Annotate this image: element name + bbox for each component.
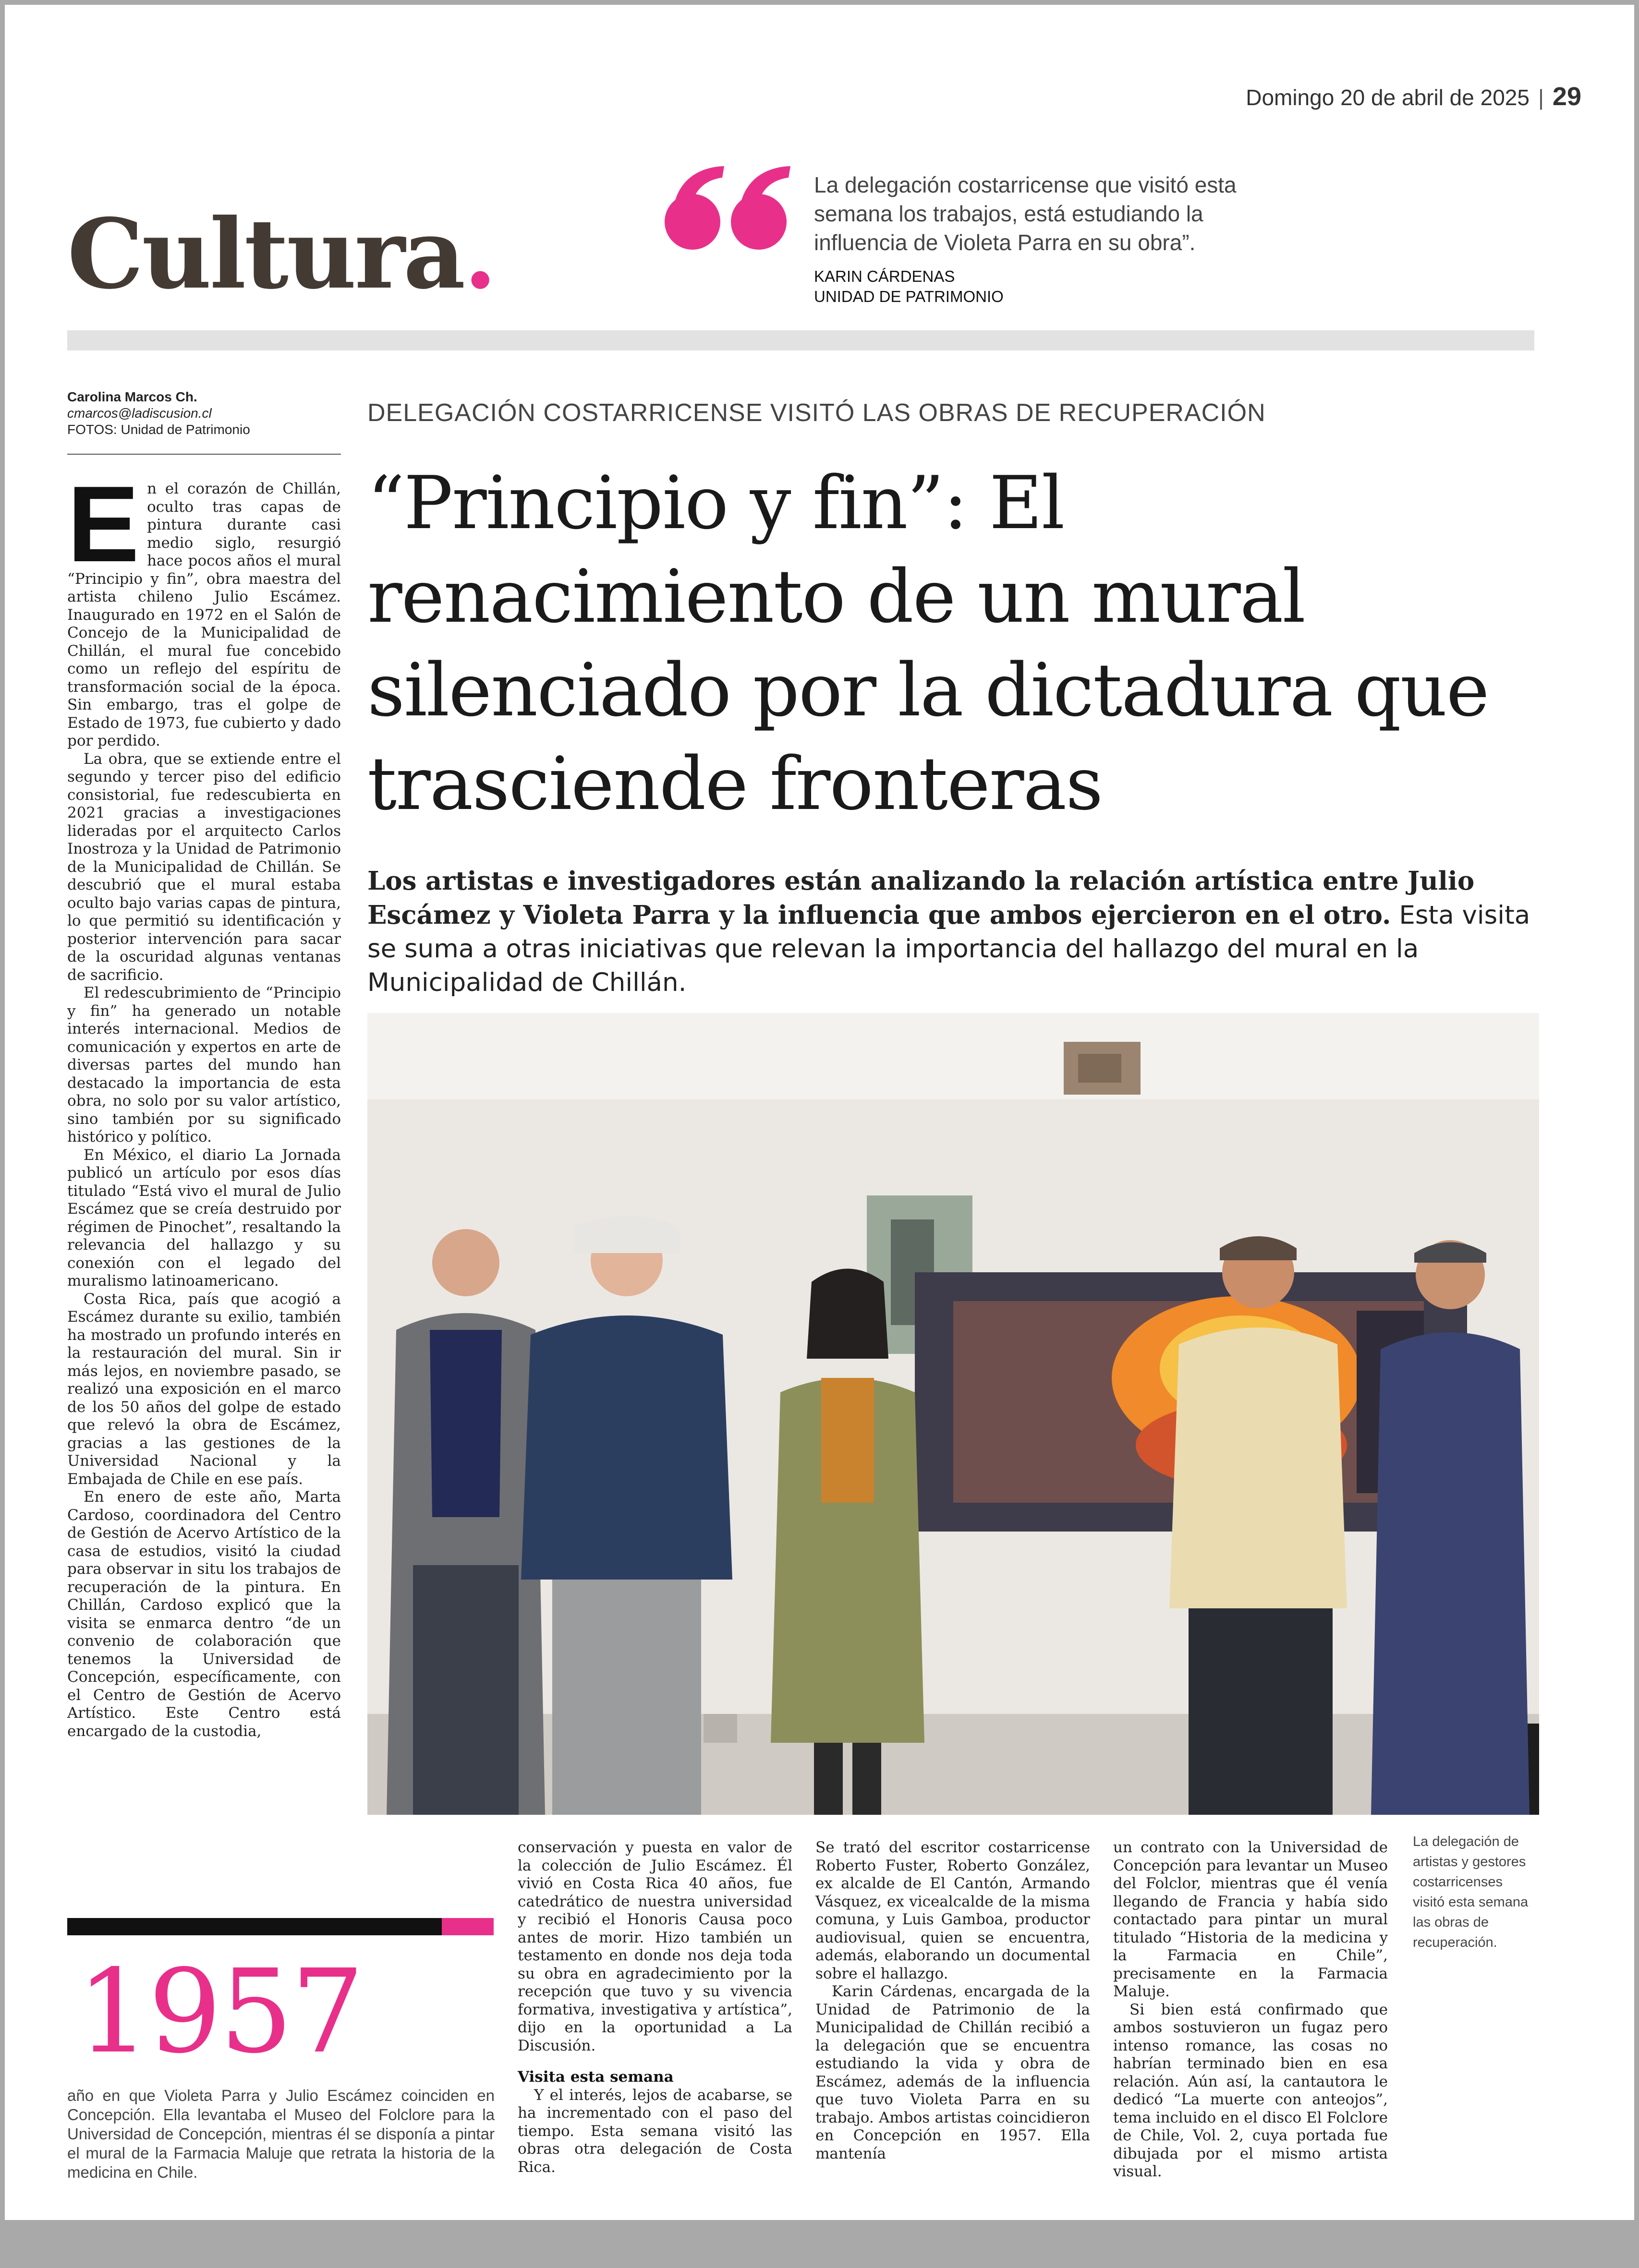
byline-divider xyxy=(67,454,341,455)
byline-photo-credit: FOTOS: Unidad de Patrimonio xyxy=(67,422,250,437)
article-kicker: DELEGACIÓN COSTARRICENSE VISITÓ LAS OBRAS DE RECUPERACIÓN xyxy=(367,399,1266,427)
article-paragraph: Costa Rica, país que acogió a Escámez durante su exilio, también ha mostrado un profundo interés en la restauración del mural. Sin ir más lejos, en noviembre pasado, se realizó una exposición en el marco de los 50 años del golpe de estado que relevó la obra de Escámez, gracias a las gestiones de la Universidad Nacional y la Embajada de Chile en ese país. xyxy=(67,1290,341,1488)
drop-cap: E xyxy=(67,463,140,584)
article-subhead: Visita esta semana xyxy=(518,2068,674,2086)
header-divider xyxy=(67,330,1534,350)
article-column-4 xyxy=(1113,1839,1388,2181)
section-title xyxy=(67,198,495,311)
article-paragraph: un contrato con la Universidad de Concepción para levantar un Museo del Folclor, mientras que él venía llegando de Francia y había sido contactado para pintar un mural titulado “Historia de la medicina y la Farmacia en Chile”, precisamente en la Farmacia Maluje. xyxy=(1113,1839,1388,2000)
byline-author: Carolina Marcos Ch. xyxy=(67,389,197,404)
newspaper-page xyxy=(5,5,1634,2220)
pull-quote-attribution xyxy=(814,266,1004,307)
deck-regular: Esta visita se suma a otras iniciativas que relevan la importancia del hallazgo del mural en la Municipalidad de Chillán. xyxy=(367,901,1530,997)
article-paragraph: En México, el diario La Jornada publicó un artículo por esos días titulado “Está vivo el mural de Julio Escámez que se creía destruido por régimen de Pinochet”, resaltando la relevancia del hallazgo y su conexión con el legado del muralismo latinoamericano. xyxy=(67,1146,341,1290)
article-column-1 xyxy=(67,463,341,1740)
dateline-separator: | xyxy=(1538,85,1544,110)
article-paragraph xyxy=(67,463,341,750)
article-paragraph: Y el interés, lejos de acabarse, se ha incrementado con el paso del tiempo. Esta semana visitó las obras otra delegación de Costa Rica. xyxy=(518,2086,792,2176)
pull-quote-text: La delegación costarricense que visitó esta semana los trabajos, está estudiando la influencia de Violeta Parra en su obra”. xyxy=(814,172,1237,255)
page-dateline xyxy=(1246,82,1581,111)
pull-quote-author: KARIN CÁRDENAS xyxy=(814,267,955,285)
factbox-bar xyxy=(67,1918,442,1935)
section-title-dot: . xyxy=(463,198,495,311)
publication-date: Domingo 20 de abril de 2025 xyxy=(1246,85,1530,110)
factbox-number: 1957 xyxy=(77,1944,363,2079)
article-paragraph: El redescubrimiento de “Principio y fin” ha generado un notable interés internacional. Medios de comunicación y expertos en arte de diversas partes del mundo han destacado la importancia de esta obra, no solo por su valor artístico, sino también por su significado histórico y político. xyxy=(67,984,341,1146)
article-paragraph: conservación y puesta en valor de la colección de Julio Escámez. Él vivió en Costa Rica 40 años, fue catedrático de nuestra universidad y recibió el Honoris Causa poco antes de morir. Hizo también un testamento en donde nos deja toda su obra en agradecimiento por la recepción que tuvo y su vivencia formativa, investigativa y artística”, dijo en la oportunidad a La Discusión. xyxy=(518,1839,792,2054)
section-title-text: Cultura xyxy=(67,198,464,311)
article-deck xyxy=(367,864,1539,1000)
article-paragraph: Si bien está confirmado que ambos sostuvieron un fugaz pero intenso romance, las cosas no habrían terminado bien en esa relación. Aún así, la cantautora le dedicó “La muerte con anteojos”, tema incluido en el disco El Folclore de Chile, Vol. 2, cuya portada fue dibujada por el mismo artista visual. xyxy=(1113,2001,1388,2180)
pull-quote-role: UNIDAD DE PATRIMONIO xyxy=(814,288,1004,305)
article-column-2 xyxy=(518,1839,792,2176)
byline xyxy=(67,389,341,438)
article-paragraph: En enero de este año, Marta Cardoso, coordinadora del Centro de Gestión de Acervo Artístico de la casa de estudios, visitó la ciudad para observar in situ los trabajos de recuperación de la pintura. En Chillán, Cardoso explicó que la visita se enmarca dentro “de un convenio de colaboración que tenemos la Universidad de Concepción, específicamente, con el Centro de Gestión de Acervo Artístico. Este Centro está encargado de la custodia, xyxy=(67,1488,341,1740)
byline-email: cmarcos@ladiscusion.cl xyxy=(67,406,212,421)
article-paragraph: La obra, que se extiende entre el segundo y tercer piso del edificio consistorial, fue redescubierta en 2021 gracias a investigaciones lideradas por el arquitecto Carlos Inostroza y la Unidad de Patrimonio de la Municipalidad de Chillán. Se descubrió que el mural estaba oculto bajo varias capas de pintura, lo que permitió su identificación y posterior intervención para sacar de la oscuridad algunas ventanas de sacrificio. xyxy=(67,750,341,984)
article-photo xyxy=(367,1013,1539,1815)
page-number: 29 xyxy=(1552,82,1581,111)
article-column-3 xyxy=(815,1839,1090,2163)
factbox-text: año en que Violeta Parra y Julio Escámez coinciden en Concepción. Ella levantaba el Museo del Folclore para la Universidad de Concepción, mientras él se disponía a pintar el mural de la Farmacia Maluje que retrata la historia de la medicina en Chile. xyxy=(67,2087,495,2181)
article-headline: “Principio y fin”: El renacimiento de un mural silenciado por la dictadura que trasciende fronteras xyxy=(367,460,1489,826)
deck-bold: Los artistas e investigadores están analizando la relación artística entre Julio Escámez y Violeta Parra y la influencia que ambos ejercieron en el otro. xyxy=(367,866,1475,930)
quote-mark-icon xyxy=(663,163,792,254)
article-paragraph: Se trató del escritor costarricense Roberto Fuster, Roberto González, ex alcalde de El Cantón, Armando Vásquez, ex vicealcalde de la misma comuna, y Luis Gamboa, productor audiovisual, quien se encuentra, además, elaborando un documental sobre el hallazgo. xyxy=(815,1839,1090,1982)
factbox-bar-accent xyxy=(442,1918,494,1935)
photo-caption: La delegación de artistas y gestores costarricenses visitó esta semana las obras de recuperación. xyxy=(1413,1834,1529,1950)
paragraph-text: n el corazón de Chillán, oculto tras capas de pintura durante casi medio siglo, resurgió hace pocos años el mural “Principio y fin”, obra maestra del artista chileno Julio Escámez. Inaugurado en 1972 en el Salón de Concejo de la Municipalidad de Chillán, el mural fue concebido como un reflejo del espíritu de transformación social de la época. Sin embargo, tras el golpe de Estado de 1973, fue cubierto y dado por perdido. xyxy=(67,480,341,749)
article-paragraph: Karin Cárdenas, encargada de la Unidad de Patrimonio de la Municipalidad de Chillán recibió a la delegación que se encuentra estudiando la vida y obra de Escámez, además de la influencia que tuvo Violeta Parra en su trabajo. Ambos artistas coincidieron en Concepción en 1957. Ella mantenía xyxy=(815,1983,1090,2162)
